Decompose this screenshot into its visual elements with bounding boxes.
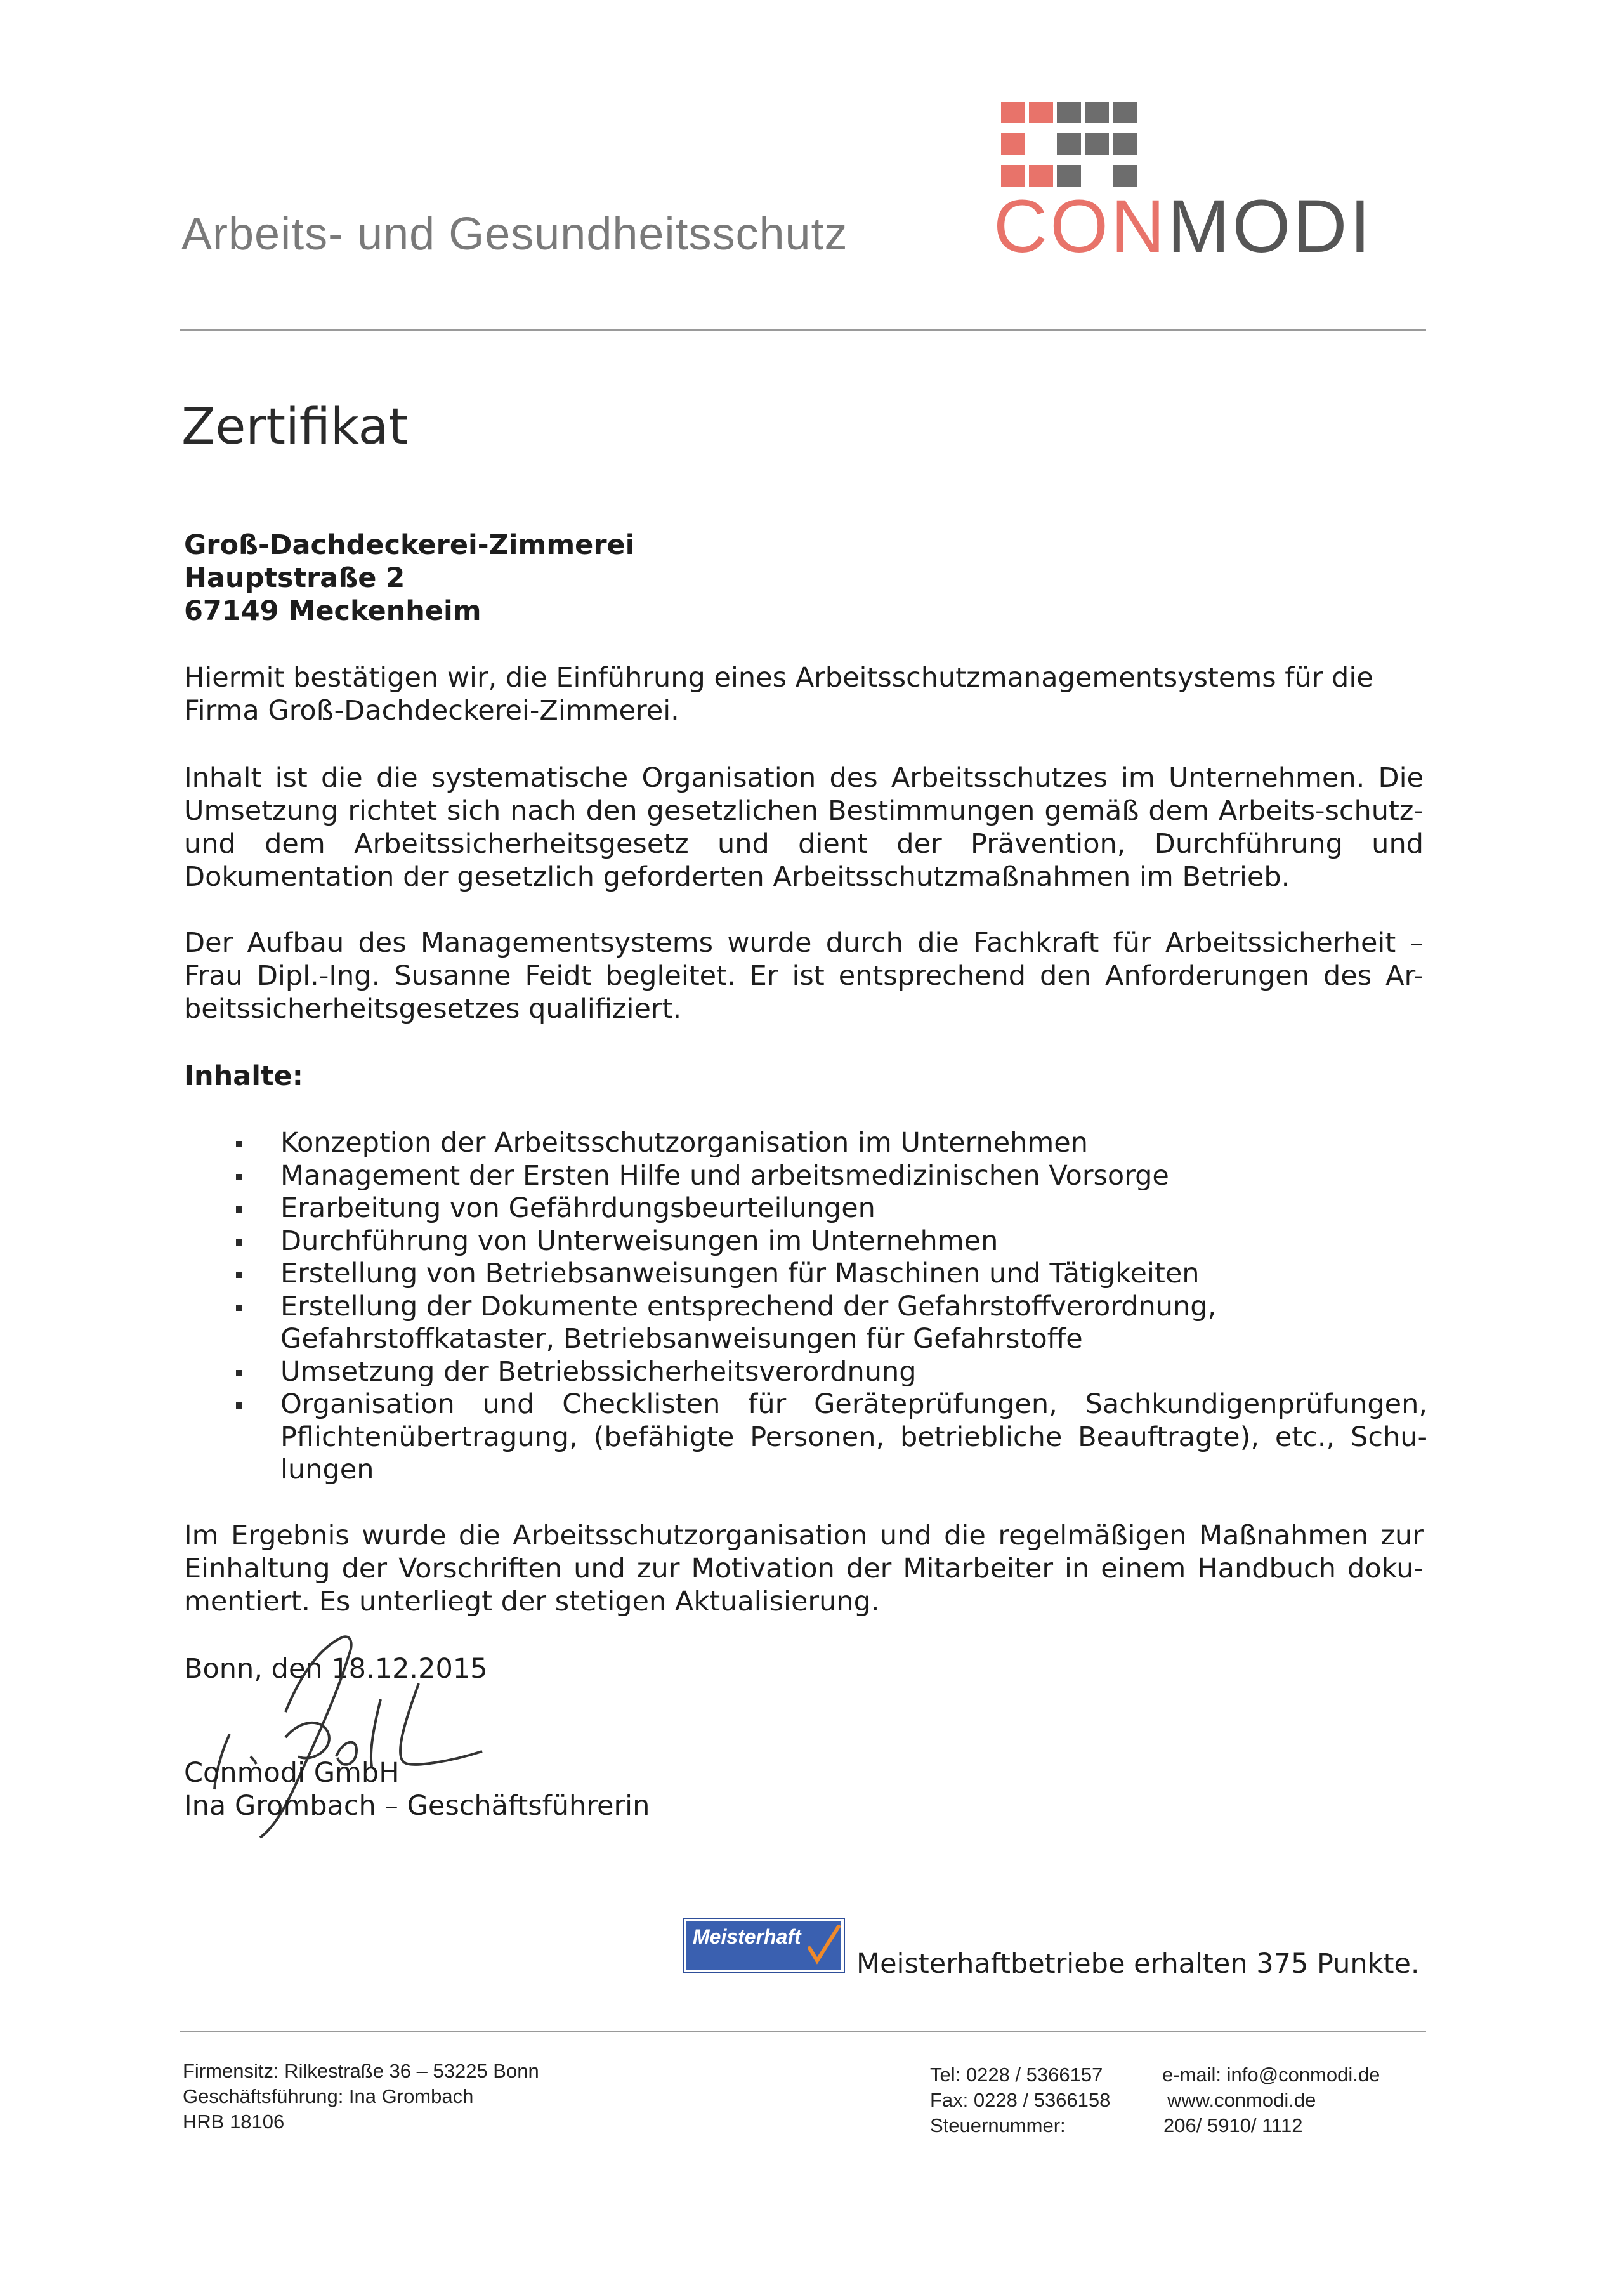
- points-note: Meisterhaftbetriebe erhalten 375 Punkte.: [856, 1948, 1420, 1980]
- list-item: [184, 1127, 1427, 1160]
- list-item: [184, 1258, 1427, 1291]
- list-item-text: Organisation und Checklisten für Geräteprüfungen, Sachkundigenprüfungen, Pflichtenübertragung, (befähigte Personen, betriebliche Beauftragte), etc., Schu-lungen: [280, 1388, 1427, 1485]
- paragraph-setup-text: Der Aufbau des Managementsystems wurde durch die Fachkraft für Arbeitssicherheit – Frau Dipl.-Ing. Susanne Feidt begleitet. Er ist entsprechend den Anforderungen des Ar-beitssicherheitsgesetzes qualifiziert.: [184, 927, 1424, 1025]
- paragraph-setup: [184, 926, 1424, 1025]
- logo-grid-icon: [1001, 102, 1153, 194]
- list-item-text: Erstellung von Betriebsanweisungen für Maschinen und Tätigkeiten: [280, 1258, 1200, 1289]
- list-item-text: Erstellung der Dokumente entsprechend der Gefahrstoffverordnung, Gefahrstoffkataster, Betriebsanweisungen für Gefahrstoffe: [280, 1290, 1217, 1355]
- bullet-icon: [236, 1272, 242, 1278]
- header-divider: [180, 329, 1426, 331]
- signer-name: Ina Grombach – Geschäftsführerin: [184, 1790, 650, 1822]
- paragraph-intro-text: Hiermit bestätigen wir, die Einführung eines Arbeitsschutzmanagementsystems für die Firma Groß-Dachdeckerei-Zimmerei.: [184, 662, 1373, 727]
- paragraph-closing: [184, 1519, 1424, 1618]
- bullet-icon: [236, 1174, 242, 1180]
- recipient-city: 67149 Meckenheim: [184, 595, 481, 627]
- list-item: [184, 1192, 1427, 1225]
- recipient-street: Hauptstraße 2: [184, 562, 405, 594]
- footer-tax-label: Steuernummer:: [930, 2114, 1066, 2137]
- list-item: [184, 1160, 1427, 1193]
- footer-email: e-mail: info@conmodi.de: [1162, 2064, 1380, 2086]
- footer-website: www.conmodi.de: [1167, 2089, 1316, 2111]
- list-item-text: Umsetzung der Betriebssicherheitsverordnung: [280, 1355, 917, 1388]
- list-item: [184, 1225, 1427, 1258]
- footer-company-info: [183, 2058, 539, 2135]
- place-date: Bonn, den 18.12.2015: [184, 1653, 488, 1685]
- meisterhaft-badge: [683, 1918, 845, 1973]
- bullet-icon: [236, 1370, 242, 1376]
- bullet-icon: [236, 1402, 242, 1409]
- list-item-text: Management der Ersten Hilfe und arbeitsmedizinischen Vorsorge: [280, 1159, 1169, 1192]
- footer-contact-labels: [930, 2062, 1110, 2138]
- footer-tax-number: 206/ 5910/ 1112: [1163, 2114, 1303, 2137]
- header-title: Arbeits- und Gesundheitsschutz: [181, 209, 848, 260]
- paragraph-closing-text: Im Ergebnis wurde die Arbeitsschutzorganisation und die regelmäßigen Maßnahmen zur Einhaltung der Vorschriften und zur Motivation der Mitarbeiter in einem Handbuch doku-mentiert. Es unterliegt der stetigen Aktualisierung.: [184, 1520, 1424, 1617]
- bullet-icon: [236, 1239, 242, 1246]
- bullet-icon: [236, 1206, 242, 1213]
- footer-contact-values: [1162, 2062, 1380, 2138]
- footer-register: HRB 18106: [183, 2110, 285, 2133]
- list-item-text: Durchführung von Unterweisungen im Unternehmen: [280, 1225, 999, 1257]
- company-name: Conmodi GmbH: [184, 1757, 400, 1789]
- footer-management: Geschäftsführung: Ina Grombach: [183, 2085, 474, 2107]
- logo-wordmark: [993, 185, 1373, 268]
- paragraph-content: [184, 761, 1424, 893]
- recipient-address: [184, 529, 1424, 628]
- list-item: [184, 1388, 1427, 1487]
- contents-list: [184, 1127, 1427, 1487]
- contents-heading: Inhalte:: [184, 1060, 303, 1092]
- bullet-icon: [236, 1305, 242, 1311]
- list-item-text: Konzeption der Arbeitsschutzorganisation im Unternehmen: [280, 1127, 1088, 1159]
- footer-divider: [180, 2031, 1426, 2032]
- list-item-text: Erarbeitung von Gefährdungsbeurteilungen: [280, 1192, 875, 1224]
- recipient-name: Groß-Dachdeckerei-Zimmerei: [184, 529, 635, 561]
- footer-fax: Fax: 0228 / 5366158: [930, 2089, 1111, 2111]
- footer-address: Firmensitz: Rilkestraße 36 – 53225 Bonn: [183, 2060, 539, 2082]
- list-item: [184, 1356, 1427, 1389]
- logo-word-con: CON: [993, 185, 1168, 268]
- footer-phone: Tel: 0228 / 5366157: [930, 2064, 1103, 2086]
- badge-label: Meisterhaft: [693, 1925, 801, 1948]
- list-item: [184, 1291, 1427, 1356]
- paragraph-intro: [184, 661, 1424, 727]
- paragraph-content-text: Inhalt ist die die systematische Organisation des Arbeitsschutzes im Unternehmen. Die Umsetzung richtet sich nach den gesetzlichen Bestimmungen gemäß dem Arbeits-schutz- und dem Arbeitssicherheitsgesetz und dient der Prävention, Durchführung und Dokumentation der gesetzlich geforderten Arbeitsschutzmaßnahmen im Betrieb.: [184, 762, 1424, 893]
- bullet-icon: [236, 1141, 242, 1147]
- conmodi-logo: [993, 102, 1373, 268]
- logo-word-modi: MODI: [1167, 185, 1373, 268]
- document-title: Zertifikat: [181, 398, 409, 456]
